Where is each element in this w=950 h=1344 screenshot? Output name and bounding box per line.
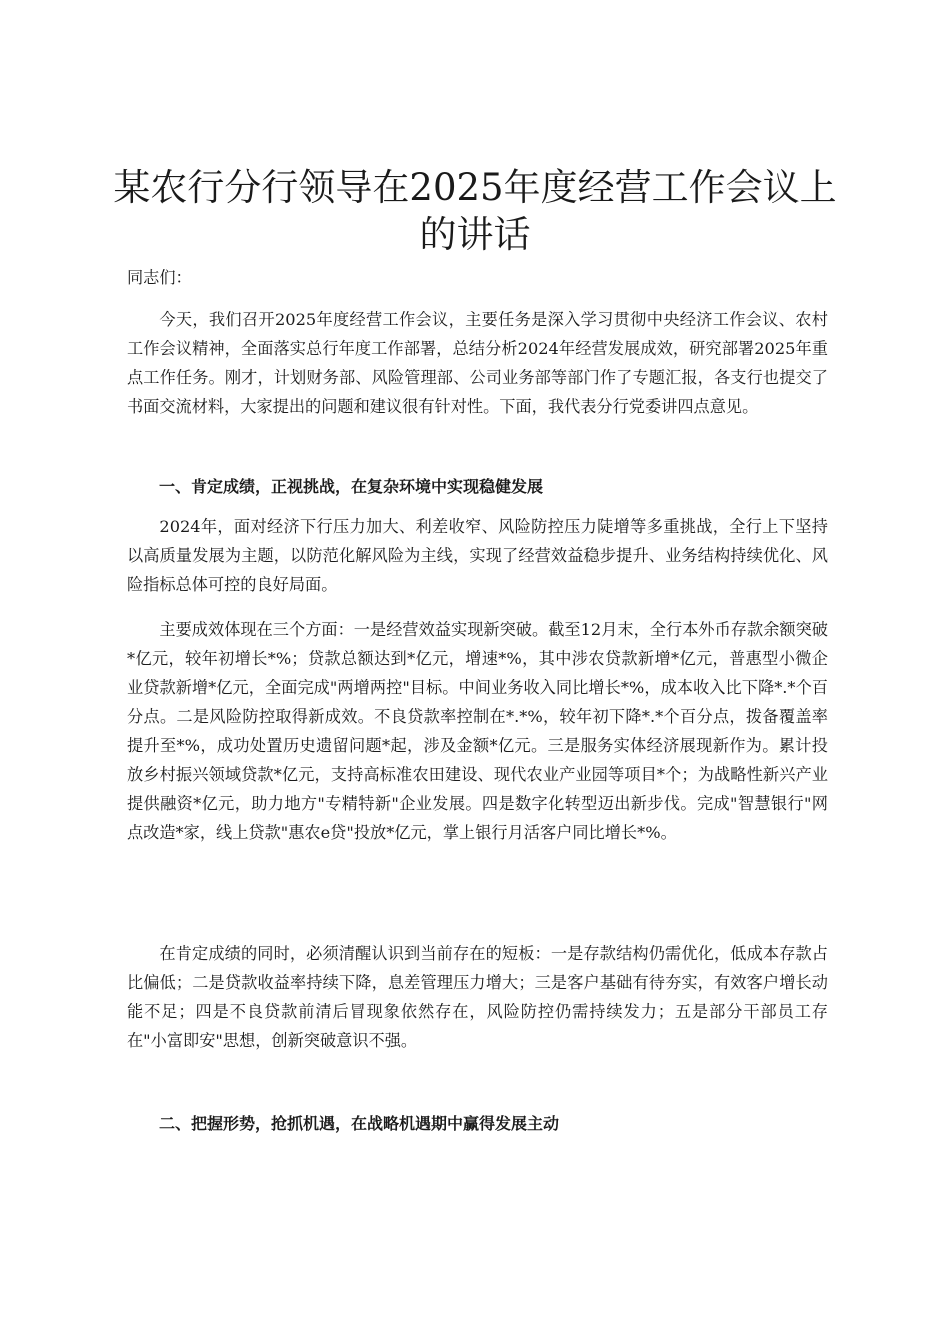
intro-paragraph: 今天，我们召开2025年度经营工作会议，主要任务是深入学习贯彻中央经济工作会议、农村工作会议精神，全面落实总行年度工作部署，总结分析2024年经营发展成效，研究部署2025年重点工作任务。刚才，计划财务部、风险管理部、公司业务部等部门作了专题汇报，各支行也提交了书面交流材料，大家提出的问题和建议很有针对性。下面，我代表分行党委讲四点意见。 bbox=[127, 310, 828, 416]
document-title: 某农行分行领导在2025年度经营工作会议上的讲话 bbox=[113, 166, 837, 256]
section1-paragraph-3: 在肯定成绩的同时，必须清醒认识到当前存在的短板：一是存款结构仍需优化，低成本存款占比偏低；二是贷款收益率持续下降，息差管理压力增大；三是客户基础有待夯实，有效客户增长动能不足；四是不良贷款前清后冒现象依然存在，风险防控仍需持续发力；五是部分干部员工存在"小富即安"思想，创新突破意识不强。 bbox=[127, 944, 828, 1050]
salutation: 同志们： bbox=[127, 268, 192, 287]
section1-paragraph-2: 主要成效体现在三个方面：一是经营效益实现新突破。截至12月末，全行本外币存款余额突破*亿元，较年初增长*%；贷款总额达到*亿元，增速*%，其中涉农贷款新增*亿元，普惠型小微企业贷款新增*亿元，全面完成"两增两控"目标。中间业务收入同比增长*%，成本收入比下降*.*个百分点。二是风险防控取得新成效。不良贷款率控制在*.*%，较年初下降*.*个百分点，拨备覆盖率提升至*%，成功处置历史遗留问题*起，涉及金额*亿元。三是服务实体经济展现新作为。累计投放乡村振兴领域贷款*亿元，支持高标准农田建设、现代农业产业园等项目*个；为战略性新兴产业提供融资*亿元，助力地方"专精特新"企业发展。四是数字化转型迈出新步伐。完成"智慧银行"网点改造*家，线上贷款"惠农e贷"投放*亿元，掌上银行月活客户同比增长*%。 bbox=[127, 620, 828, 842]
section1-paragraph-1: 2024年，面对经济下行压力加大、利差收窄、风险防控压力陡增等多重挑战，全行上下坚持以高质量发展为主题，以防范化解风险为主线，实现了经营效益稳步提升、业务结构持续优化、风险指标总体可控的良好局面。 bbox=[127, 517, 828, 594]
section-heading-2: 二、把握形势，抢抓机遇，在战略机遇期中赢得发展主动 bbox=[159, 1114, 560, 1133]
section-heading-1: 一、肯定成绩，正视挑战，在复杂环境中实现稳健发展 bbox=[159, 477, 544, 496]
